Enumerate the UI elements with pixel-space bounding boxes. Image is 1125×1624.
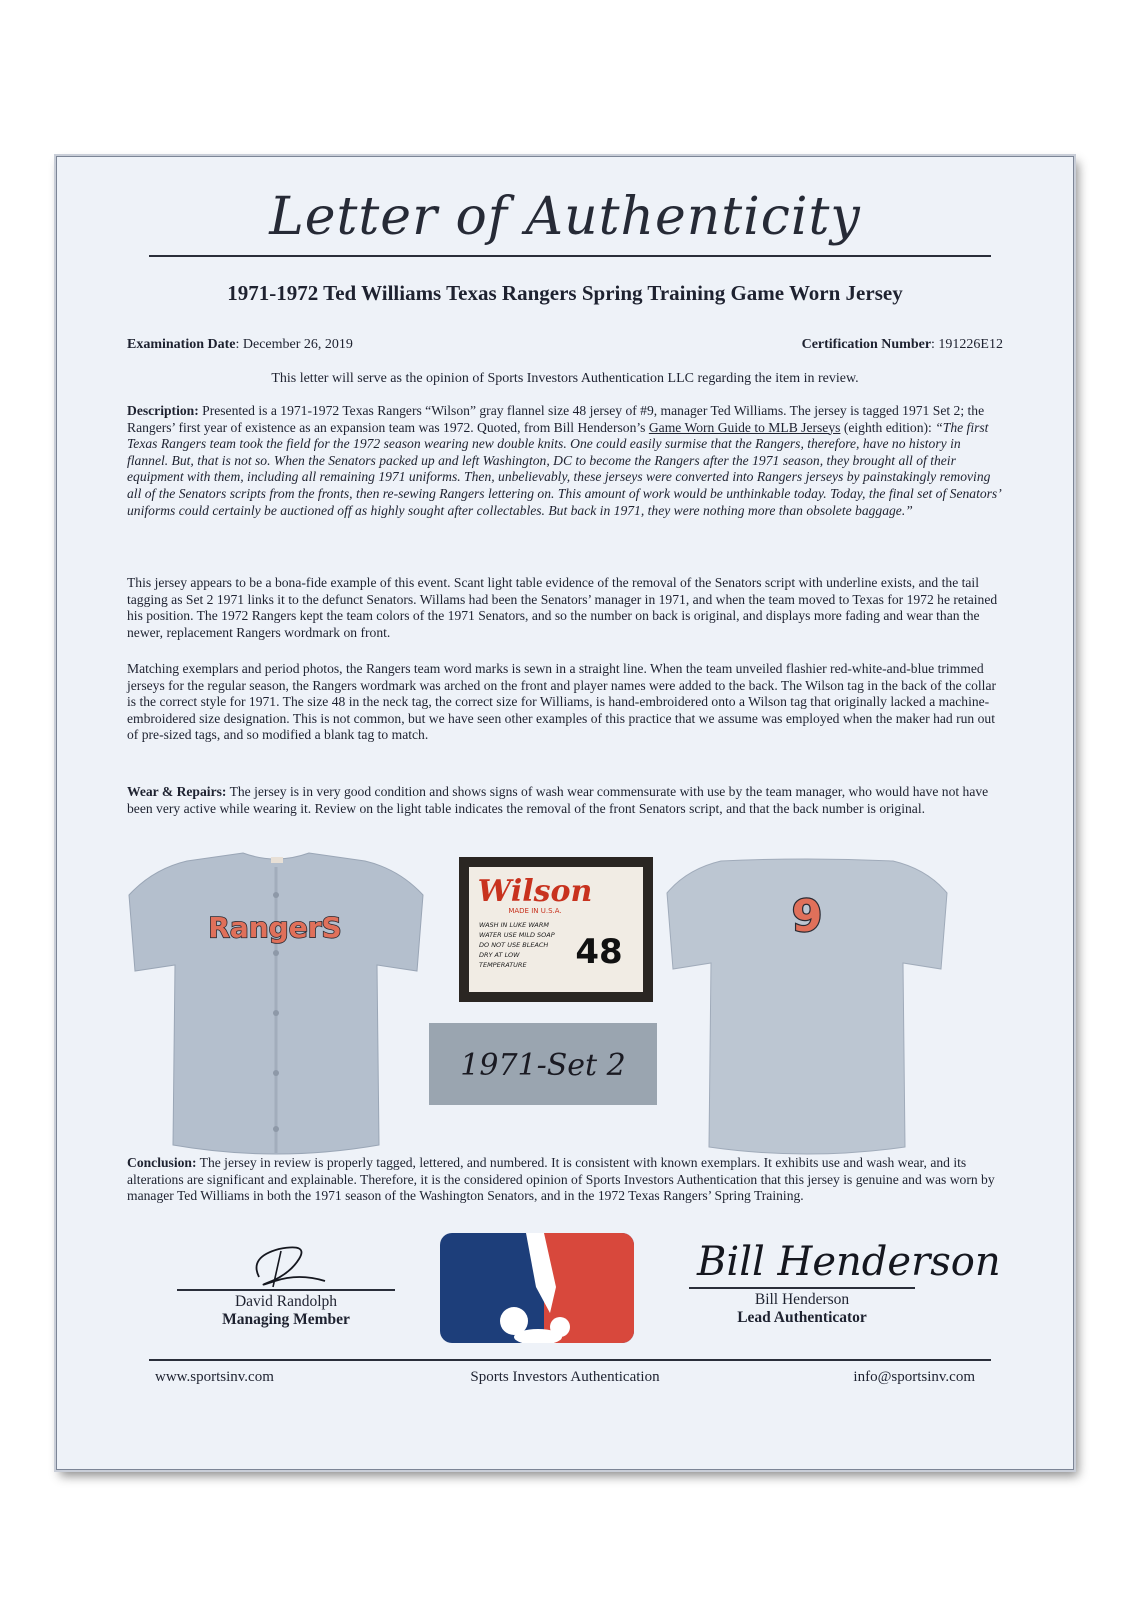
exam-value: : December 26, 2019 <box>235 337 353 352</box>
henderson-signature <box>689 1229 1001 1293</box>
right-signer-name: Bill Henderson <box>754 1291 850 1308</box>
care-line: DRY AT LOW <box>479 951 520 959</box>
book-quote: “The first Texas Rangers team took the field for the 1972 season wearing new double knits. One could easily surmise that the Rangers, therefore, have no history in flannel. But, that is not so. When the Senators packed up and left Washington, DC to become the Rangers after the 1971 season, they brought all of their equipment with them, including all remaining 1971 uniforms. Then, unbelievably, these jerseys were converted into Rangers jerseys by painstakingly removing all of the Senators scripts from the fronts, then re-sewing Rangers lettering on. This amount of work would be unthinkable today. Today, the final set of Senators’ uniforms could certainly be auctioned off as highly sought after collectables. But back in 1971, they were nothing more than obsolete baggage.” <box>127 419 1001 518</box>
right-signer <box>689 1291 915 1327</box>
certification-number <box>802 337 1003 353</box>
examination-date <box>127 337 353 353</box>
intro-statement: This letter will serve as the opinion of Sports Investors Authentication LLC regarding the item in review. <box>271 371 859 386</box>
wilson-brand: Wilson <box>477 874 593 909</box>
description-text-2: (eighth edition): <box>840 419 936 435</box>
conclusion-paragraph <box>127 1155 1003 1205</box>
care-line: WATER USE MILD SOAP <box>479 931 555 939</box>
care-line: DO NOT USE BLEACH <box>479 941 549 949</box>
description-text: Presented is a 1971-1972 Texas Rangers “Wilson” gray flannel size 48 jersey of #9, manager Ted Williams. The jersey is tagged 1971 Set 2; the Rangers’ first year of existence as an expansion team was 1972. Quoted, from Bill Henderson’s <box>127 403 985 435</box>
tail-tag-photo <box>429 1023 657 1105</box>
wear-text: The jersey is in very good condition and shows signs of wash wear commensurate with use by the team manager, who would have not have been very active while wearing it. Review on the light table indicates the removal of the front Senators script, and that the back number is original. <box>127 784 989 816</box>
letter-sheet <box>56 156 1074 1470</box>
made-in-usa: MADE IN U.S.A. <box>508 907 562 915</box>
left-signer-role: Managing Member <box>222 1311 350 1328</box>
footer-email[interactable]: info@sportsinv.com <box>853 1369 975 1385</box>
henderson-signature-text: Bill Henderson <box>697 1239 1001 1285</box>
title-divider <box>149 255 991 257</box>
cert-label: Certification Number <box>801 337 932 352</box>
jersey-button <box>273 950 279 956</box>
description-label: Description: <box>127 403 199 418</box>
left-signer <box>177 1293 395 1329</box>
exam-label: Examination Date <box>127 337 236 352</box>
tail-tag-text: 1971-Set 2 <box>460 1048 626 1083</box>
exemplars-paragraph: Matching exemplars and period photos, the Rangers team word marks is sewn in a straight line. When the team unveiled flashier red-white-and-blue trimmed jerseys for the regular season, the Rangers wordmark was arched on the front and player names were added to the back. The Wilson tag in the back of the collar is the correct style for 1971. The size 48 in the neck tag, the correct size for Williams, is hand-embroidered onto a Wilson tag that originally lacked a machine-embroidered size designation. This is not common, but we have seen other examples of this practice that we assume was employed when the maker had run out of pre-sized tags, and so modified a blank tag to match. <box>127 661 997 743</box>
tag-size: 48 <box>575 932 623 972</box>
logo-football <box>514 1329 562 1345</box>
footer-divider <box>149 1359 991 1361</box>
rangers-wordmark: RangerS <box>208 911 342 944</box>
jersey-button <box>273 1010 279 1016</box>
tail-tag-graphic <box>429 1023 657 1105</box>
item-subtitle: 1971-1972 Ted Williams Texas Rangers Spring Training Game Worn Jersey <box>227 281 903 305</box>
collar-tag-photo <box>459 857 653 1002</box>
back-number: 9 <box>791 891 823 942</box>
conclusion-label: Conclusion: <box>127 1155 197 1170</box>
left-signer-name: David Randolph <box>234 1293 338 1310</box>
left-signature-line <box>177 1289 395 1291</box>
jersey-button <box>273 1126 279 1132</box>
randolph-signature <box>229 1237 339 1297</box>
wear-label: Wear & Repairs: <box>127 784 227 799</box>
jersey-back-photo <box>665 857 949 1163</box>
description-paragraph <box>127 403 1003 519</box>
letter-title: Letter of Authenticity <box>269 187 861 247</box>
collar-tag-graphic <box>459 857 653 1002</box>
conclusion-text: The jersey in review is properly tagged, lettered, and numbered. It is consistent with known exemplars. It exhibits use and wash wear, and its alterations are significant and explainable. Therefore, it is the considered opinion of Sports Investors Authentication that this jersey is genuine and was worn by manager Ted Williams in both the 1971 season of the Washington Senators, and in the 1972 Texas Rangers’ Spring Training. <box>127 1155 995 1204</box>
jersey-front-photo <box>125 853 427 1167</box>
sports-investors-logo <box>440 1233 634 1343</box>
jersey-button <box>273 892 279 898</box>
evidence-paragraph: This jersey appears to be a bona-fide example of this event. Scant light table evidence of the removal of the Senators script with underline exists, and the tail tagging as Set 2 1971 links it to the defunct Senators. Willams had been the Senators’ manager in 1971, and when the team moved to Texas for 1972 he retained his position. The 1972 Rangers kept the team colors of the 1971 Senators, and so the number on back is original, and displays more fading and wear than the newer, replacement Rangers wordmark on front. <box>127 575 998 640</box>
care-line: TEMPERATURE <box>479 961 527 969</box>
right-signer-role: Lead Authenticator <box>737 1309 867 1326</box>
cert-value: : 191226E12 <box>931 337 1003 352</box>
jersey-button <box>273 1070 279 1076</box>
right-signature-line <box>689 1287 915 1289</box>
wear-repairs-paragraph <box>127 784 1003 817</box>
footer-company: Sports Investors Authentication <box>470 1369 660 1385</box>
footer-website[interactable]: www.sportsinv.com <box>155 1369 274 1385</box>
book-title: Game Worn Guide to MLB Jerseys <box>648 419 841 435</box>
jersey-collar-tag <box>271 857 283 863</box>
care-line: WASH IN LUKE WARM <box>479 921 549 929</box>
